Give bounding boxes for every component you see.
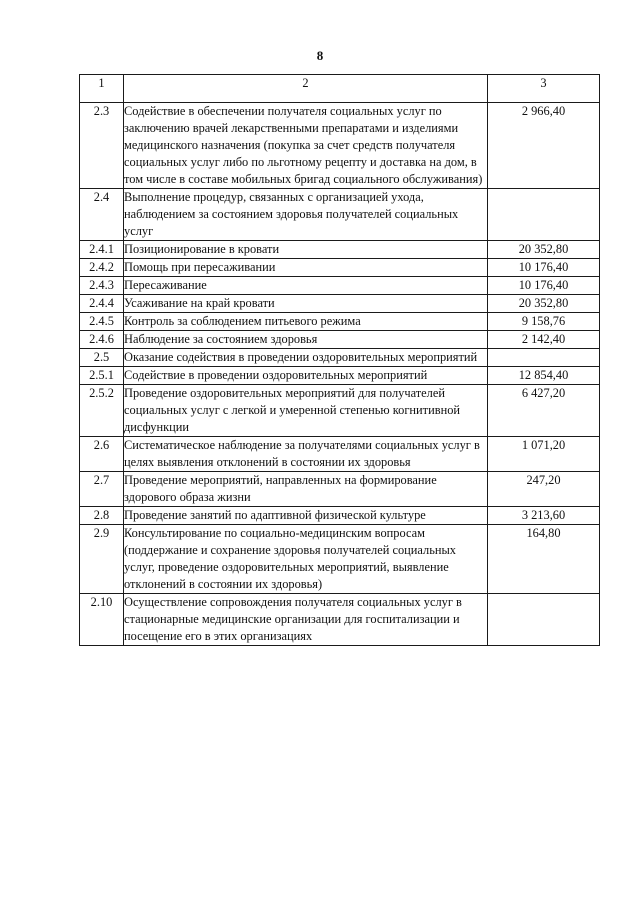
row-price: 164,80 [488,525,600,594]
table-row [80,367,600,385]
row-number: 2.4.1 [80,241,124,259]
table-row [80,259,600,277]
row-number: 2.10 [80,594,124,646]
services-price-table [79,74,600,646]
row-price [488,594,600,646]
row-price: 10 176,40 [488,259,600,277]
table-row [80,331,600,349]
table-row [80,103,600,189]
row-number: 2.7 [80,472,124,507]
row-number: 2.4.2 [80,259,124,277]
row-price: 10 176,40 [488,277,600,295]
row-service-text: Позиционирование в кровати [124,241,488,259]
page-number: 8 [316,48,324,63]
row-number: 2.4 [80,189,124,241]
row-service-text: Содействие в обеспечении получателя социальных услуг по заключению врачей лекарственными препаратами и изделиями медицинского назначения (покупка за счет средств получателя социальных услуг либо по льготному рецепту и доставка на дом, в том числе в составе мобильных бригад социального обслуживания) [124,103,488,189]
row-price [488,349,600,367]
table-row [80,594,600,646]
row-service-text: Оказание содействия в проведении оздоровительных мероприятий [124,349,488,367]
table-row [80,472,600,507]
row-service-text: Проведение мероприятий, направленных на формирование здорового образа жизни [124,472,488,507]
row-number: 2.8 [80,507,124,525]
table-row [80,277,600,295]
row-price: 247,20 [488,472,600,507]
row-service-text: Пересаживание [124,277,488,295]
table-row [80,507,600,525]
row-service-text: Контроль за соблюдением питьевого режима [124,313,488,331]
table-header-row [80,75,600,103]
table-row [80,189,600,241]
row-price [488,189,600,241]
row-price: 6 427,20 [488,385,600,437]
row-price: 1 071,20 [488,437,600,472]
row-service-text: Содействие в проведении оздоровительных мероприятий [124,367,488,385]
table-row [80,313,600,331]
column-header-service: 2 [124,75,488,103]
row-number: 2.6 [80,437,124,472]
row-number: 2.9 [80,525,124,594]
table-row [80,525,600,594]
table-row [80,241,600,259]
row-service-text: Проведение оздоровительных мероприятий для получателей социальных услуг с легкой и умеренной степенью когнитивной дисфункции [124,385,488,437]
row-service-text: Помощь при пересаживании [124,259,488,277]
row-service-text: Усаживание на край кровати [124,295,488,313]
table-row [80,349,600,367]
table-row [80,437,600,472]
row-number: 2.5.1 [80,367,124,385]
row-number: 2.4.4 [80,295,124,313]
row-price: 2 142,40 [488,331,600,349]
table-row [80,295,600,313]
row-number: 2.5.2 [80,385,124,437]
row-number: 2.4.3 [80,277,124,295]
row-service-text: Осуществление сопровождения получателя социальных услуг в стационарные медицинские организации для госпитализации и посещение его в этих организациях [124,594,488,646]
row-price: 2 966,40 [488,103,600,189]
row-service-text: Выполнение процедур, связанных с организацией ухода, наблюдением за состоянием здоровья получателей социальных услуг [124,189,488,241]
column-header-price: 3 [488,75,600,103]
row-number: 2.4.5 [80,313,124,331]
row-service-text: Проведение занятий по адаптивной физической культуре [124,507,488,525]
row-price: 20 352,80 [488,295,600,313]
row-service-text: Систематическое наблюдение за получателями социальных услуг в целях выявления отклонений в состоянии их здоровья [124,437,488,472]
row-price: 12 854,40 [488,367,600,385]
row-price: 3 213,60 [488,507,600,525]
row-service-text: Наблюдение за состоянием здоровья [124,331,488,349]
column-header-number: 1 [80,75,124,103]
row-number: 2.4.6 [80,331,124,349]
table-row [80,385,600,437]
row-number: 2.5 [80,349,124,367]
row-price: 20 352,80 [488,241,600,259]
row-price: 9 158,76 [488,313,600,331]
row-number: 2.3 [80,103,124,189]
row-service-text: Консультирование по социально-медицинским вопросам (поддержание и сохранение здоровья получателей социальных услуг, проведение оздоровительных мероприятий, выявление отклонений в состоянии их здоровья) [124,525,488,594]
